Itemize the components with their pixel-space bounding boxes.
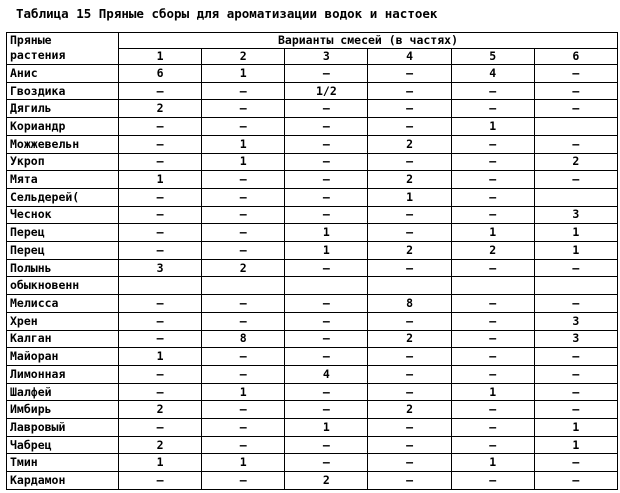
variant-6-value-cell: –: [534, 171, 617, 189]
plant-name-cell: Мята: [7, 171, 119, 189]
variant-2-value-cell: –: [202, 365, 285, 383]
variant-5-value-cell: –: [451, 330, 534, 348]
variant-6-value-cell: –: [534, 383, 617, 401]
variant-3-value-cell: [285, 277, 368, 295]
table-row: [7, 401, 618, 419]
plant-name-cell: Шалфей: [7, 383, 119, 401]
variant-4-value-cell: –: [368, 224, 451, 242]
plant-name-cell: Гвоздика: [7, 82, 119, 100]
variant-1-value-cell: –: [119, 330, 202, 348]
variant-6-value-cell: 3: [534, 312, 617, 330]
table-caption: Таблица 15 Пряные сборы для ароматизации водок и настоек: [16, 6, 438, 21]
variant-1-value-cell: –: [119, 365, 202, 383]
variant-4-value-cell: –: [368, 82, 451, 100]
variant-6-value-cell: –: [534, 472, 617, 490]
variant-2-value-cell: –: [202, 100, 285, 118]
variant-2-value-cell: –: [202, 242, 285, 260]
plant-name-cell: Лимонная: [7, 365, 119, 383]
corner-header-line2: растения: [10, 48, 66, 62]
plant-name-cell: Дягиль: [7, 100, 119, 118]
variant-4-value-cell: –: [368, 100, 451, 118]
variant-1-value-cell: 1: [119, 348, 202, 366]
plant-name-cell: Майоран: [7, 348, 119, 366]
table-row: [7, 312, 618, 330]
corner-header-line1: Пряные: [10, 33, 52, 47]
table-row: [7, 330, 618, 348]
variant-1-value-cell: –: [119, 419, 202, 437]
variant-5-value-cell: –: [451, 82, 534, 100]
table-row: [7, 419, 618, 437]
plant-name-cell: Чеснок: [7, 206, 119, 224]
variant-1-value-cell: 6: [119, 65, 202, 83]
variant-1-value-cell: –: [119, 242, 202, 260]
table-row: [7, 82, 618, 100]
variant-2-value-cell: –: [202, 224, 285, 242]
variant-5-value-cell: –: [451, 295, 534, 313]
variant-5-value-cell: [451, 277, 534, 295]
variant-3-value-cell: –: [285, 171, 368, 189]
variant-5-value-cell: –: [451, 436, 534, 454]
variant-4-value-cell: 8: [368, 295, 451, 313]
table-row: [7, 100, 618, 118]
variant-4-value-cell: –: [368, 206, 451, 224]
variant-3-value-cell: –: [285, 295, 368, 313]
variant-2-value-cell: 2: [202, 259, 285, 277]
variant-4-value-cell: 2: [368, 242, 451, 260]
plant-name-cell: Перец: [7, 224, 119, 242]
table-row: [7, 383, 618, 401]
table-row: [7, 224, 618, 242]
variant-2-value-cell: –: [202, 312, 285, 330]
variant-1-value-cell: 1: [119, 454, 202, 472]
variant-6-value-cell: [534, 277, 617, 295]
variant-2-value-cell: –: [202, 118, 285, 136]
variant-2-value-cell: –: [202, 436, 285, 454]
variant-3-value-cell: 1: [285, 242, 368, 260]
plant-name-cell: Чабрец: [7, 436, 119, 454]
variant-3-value-cell: 1: [285, 224, 368, 242]
variant-5-value-cell: 4: [451, 65, 534, 83]
plant-name-cell: Можжевельн: [7, 135, 119, 153]
variant-3-value-cell: 1/2: [285, 82, 368, 100]
variant-1-value-cell: –: [119, 295, 202, 313]
variant-5-value-cell: –: [451, 312, 534, 330]
variant-header-2: 2: [202, 49, 285, 65]
variant-4-value-cell: –: [368, 472, 451, 490]
variant-2-value-cell: –: [202, 82, 285, 100]
plant-name-cell: Кардамон: [7, 472, 119, 490]
variant-6-value-cell: –: [534, 135, 617, 153]
variant-5-value-cell: 1: [451, 118, 534, 136]
variant-1-value-cell: 2: [119, 100, 202, 118]
variant-5-value-cell: –: [451, 401, 534, 419]
variant-3-value-cell: –: [285, 206, 368, 224]
variant-3-value-cell: –: [285, 312, 368, 330]
variant-6-value-cell: –: [534, 65, 617, 83]
variant-6-value-cell: –: [534, 454, 617, 472]
table-row: [7, 171, 618, 189]
table-row: [7, 118, 618, 136]
variant-6-value-cell: –: [534, 259, 617, 277]
variant-2-value-cell: –: [202, 401, 285, 419]
variant-6-value-cell: 1: [534, 419, 617, 437]
variant-2-value-cell: 1: [202, 135, 285, 153]
variant-2-value-cell: –: [202, 295, 285, 313]
variant-5-value-cell: –: [451, 365, 534, 383]
variant-3-value-cell: –: [285, 259, 368, 277]
table-body: [7, 65, 618, 490]
variant-5-value-cell: –: [451, 100, 534, 118]
variant-4-value-cell: –: [368, 436, 451, 454]
table-row: [7, 454, 618, 472]
plant-name-cell: Анис: [7, 65, 119, 83]
variant-4-value-cell: –: [368, 65, 451, 83]
variant-6-value-cell: 1: [534, 436, 617, 454]
table-row: [7, 365, 618, 383]
variant-4-value-cell: 1: [368, 188, 451, 206]
variant-1-value-cell: –: [119, 82, 202, 100]
variant-4-value-cell: 2: [368, 135, 451, 153]
variant-1-value-cell: 2: [119, 401, 202, 419]
variant-2-value-cell: –: [202, 472, 285, 490]
variant-6-value-cell: –: [534, 401, 617, 419]
variant-1-value-cell: –: [119, 153, 202, 171]
variant-1-value-cell: 1: [119, 171, 202, 189]
variant-1-value-cell: 3: [119, 259, 202, 277]
variant-1-value-cell: 2: [119, 436, 202, 454]
variant-2-value-cell: –: [202, 419, 285, 437]
variant-5-value-cell: –: [451, 206, 534, 224]
variant-1-value-cell: –: [119, 312, 202, 330]
variant-2-value-cell: –: [202, 171, 285, 189]
variant-3-value-cell: –: [285, 436, 368, 454]
variant-3-value-cell: –: [285, 100, 368, 118]
header-row-top: [7, 33, 618, 49]
variant-5-value-cell: –: [451, 188, 534, 206]
variant-3-value-cell: 2: [285, 472, 368, 490]
variant-6-value-cell: –: [534, 295, 617, 313]
variant-3-value-cell: –: [285, 454, 368, 472]
variant-5-value-cell: –: [451, 259, 534, 277]
variant-5-value-cell: 1: [451, 224, 534, 242]
table-row: [7, 188, 618, 206]
variant-3-value-cell: –: [285, 153, 368, 171]
variant-2-value-cell: –: [202, 206, 285, 224]
variant-6-value-cell: 1: [534, 242, 617, 260]
variant-4-value-cell: –: [368, 153, 451, 171]
plant-name-cell: Сельдерей(: [7, 188, 119, 206]
variant-2-value-cell: 1: [202, 454, 285, 472]
table-row: [7, 153, 618, 171]
variant-1-value-cell: –: [119, 188, 202, 206]
spice-blends-table: [6, 32, 618, 490]
table-row: [7, 242, 618, 260]
variants-span-header: Варианты смесей (в частях): [119, 33, 618, 49]
variant-6-value-cell: [534, 118, 617, 136]
variant-4-value-cell: –: [368, 259, 451, 277]
variant-3-value-cell: –: [285, 188, 368, 206]
variant-6-value-cell: –: [534, 348, 617, 366]
variant-header-5: 5: [451, 49, 534, 65]
plant-name-cell: обыкновенн: [7, 277, 119, 295]
variant-5-value-cell: –: [451, 348, 534, 366]
variant-2-value-cell: –: [202, 348, 285, 366]
variant-2-value-cell: [202, 277, 285, 295]
variant-4-value-cell: –: [368, 454, 451, 472]
table-row: [7, 295, 618, 313]
plant-name-cell: Имбирь: [7, 401, 119, 419]
table-row: [7, 277, 618, 295]
table-row: [7, 259, 618, 277]
variant-5-value-cell: 1: [451, 454, 534, 472]
table-row: [7, 135, 618, 153]
corner-header: [7, 33, 119, 65]
variant-4-value-cell: –: [368, 348, 451, 366]
variant-5-value-cell: –: [451, 135, 534, 153]
variant-4-value-cell: –: [368, 118, 451, 136]
table-row: [7, 436, 618, 454]
variant-header-4: 4: [368, 49, 451, 65]
variant-5-value-cell: –: [451, 472, 534, 490]
variant-4-value-cell: 2: [368, 401, 451, 419]
variant-1-value-cell: –: [119, 472, 202, 490]
variant-6-value-cell: –: [534, 365, 617, 383]
plant-name-cell: Мелисса: [7, 295, 119, 313]
variant-3-value-cell: –: [285, 401, 368, 419]
variant-header-1: 1: [119, 49, 202, 65]
plant-name-cell: Укроп: [7, 153, 119, 171]
variant-2-value-cell: 1: [202, 383, 285, 401]
variant-2-value-cell: 1: [202, 65, 285, 83]
variant-4-value-cell: –: [368, 419, 451, 437]
variant-2-value-cell: 1: [202, 153, 285, 171]
variant-6-value-cell: [534, 188, 617, 206]
plant-name-cell: Калган: [7, 330, 119, 348]
variant-3-value-cell: 1: [285, 419, 368, 437]
variant-4-value-cell: 2: [368, 171, 451, 189]
plant-name-cell: Полынь: [7, 259, 119, 277]
table-row: [7, 65, 618, 83]
variant-5-value-cell: 1: [451, 383, 534, 401]
variant-3-value-cell: –: [285, 135, 368, 153]
variant-1-value-cell: –: [119, 383, 202, 401]
plant-name-cell: Лавровый: [7, 419, 119, 437]
variant-4-value-cell: –: [368, 312, 451, 330]
variant-6-value-cell: 3: [534, 330, 617, 348]
variant-3-value-cell: 4: [285, 365, 368, 383]
variant-3-value-cell: –: [285, 118, 368, 136]
variant-1-value-cell: [119, 277, 202, 295]
table-row: [7, 206, 618, 224]
variant-5-value-cell: 2: [451, 242, 534, 260]
variant-4-value-cell: –: [368, 383, 451, 401]
variant-3-value-cell: –: [285, 330, 368, 348]
variant-6-value-cell: 1: [534, 224, 617, 242]
table-row: [7, 348, 618, 366]
variant-header-3: 3: [285, 49, 368, 65]
variant-4-value-cell: [368, 277, 451, 295]
variant-header-6: 6: [534, 49, 617, 65]
variant-3-value-cell: –: [285, 383, 368, 401]
variant-5-value-cell: –: [451, 153, 534, 171]
variant-1-value-cell: –: [119, 206, 202, 224]
plant-name-cell: Кориандр: [7, 118, 119, 136]
table-row: [7, 472, 618, 490]
variant-3-value-cell: –: [285, 348, 368, 366]
variant-6-value-cell: 3: [534, 206, 617, 224]
variant-1-value-cell: –: [119, 135, 202, 153]
variant-5-value-cell: –: [451, 171, 534, 189]
plant-name-cell: Перец: [7, 242, 119, 260]
variant-6-value-cell: –: [534, 82, 617, 100]
variant-1-value-cell: –: [119, 118, 202, 136]
variant-3-value-cell: –: [285, 65, 368, 83]
variant-5-value-cell: –: [451, 419, 534, 437]
plant-name-cell: Хрен: [7, 312, 119, 330]
variant-2-value-cell: 8: [202, 330, 285, 348]
variant-1-value-cell: –: [119, 224, 202, 242]
variant-2-value-cell: –: [202, 188, 285, 206]
variant-6-value-cell: 2: [534, 153, 617, 171]
variant-4-value-cell: 2: [368, 330, 451, 348]
plant-name-cell: Тмин: [7, 454, 119, 472]
table-header: [7, 33, 618, 65]
variant-4-value-cell: –: [368, 365, 451, 383]
variant-6-value-cell: –: [534, 100, 617, 118]
